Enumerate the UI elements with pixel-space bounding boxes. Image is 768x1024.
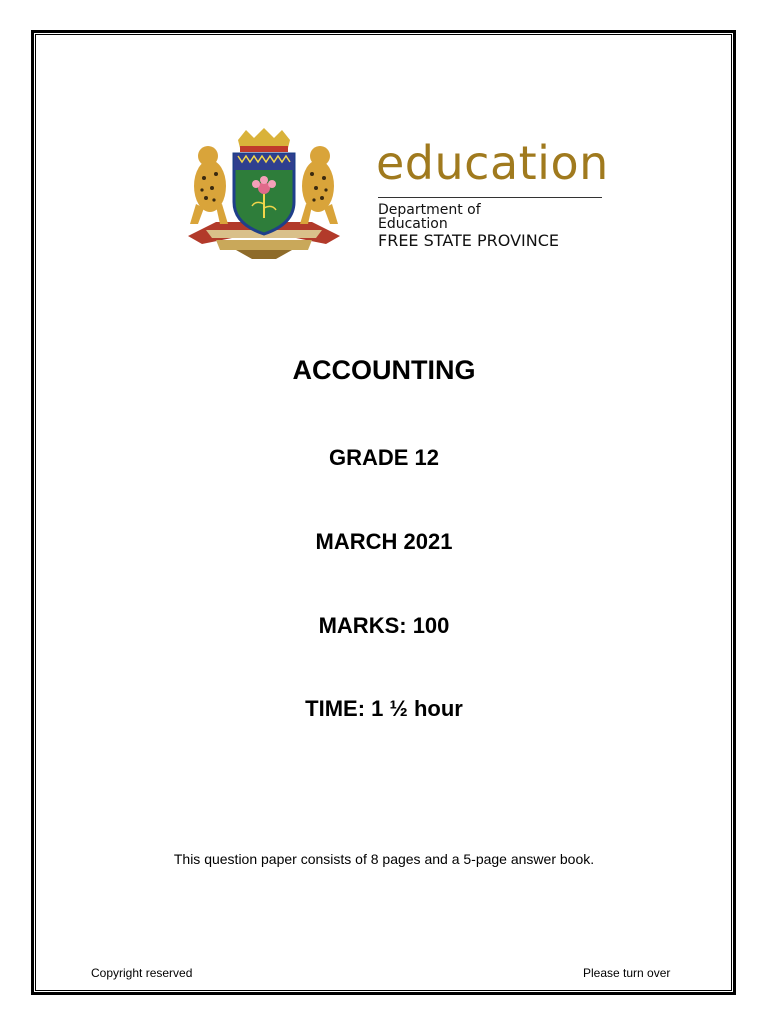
coat-of-arms-icon [176, 126, 352, 262]
grade-label: GRADE 12 [328, 445, 440, 470]
total-marks: MARKS: 100 [318, 613, 450, 638]
exam-date: MARCH 2021 [315, 529, 453, 554]
subject-title: ACCOUNTING [292, 355, 476, 385]
department-logo [176, 126, 609, 262]
logo-wordmark: education [376, 136, 609, 190]
logo-divider [378, 197, 602, 198]
page-count-note: This question paper consists of 8 pages and a 5-page answer book. [173, 851, 595, 867]
province-name: FREE STATE PROVINCE [378, 231, 559, 250]
department-line-2: Education [378, 216, 448, 232]
time-allowed: TIME: 1 ½ hour [305, 696, 463, 721]
turn-over-footer: Please turn over [583, 966, 671, 980]
copyright-footer: Copyright reserved [91, 966, 193, 980]
department-line-1: Department of [378, 202, 481, 218]
